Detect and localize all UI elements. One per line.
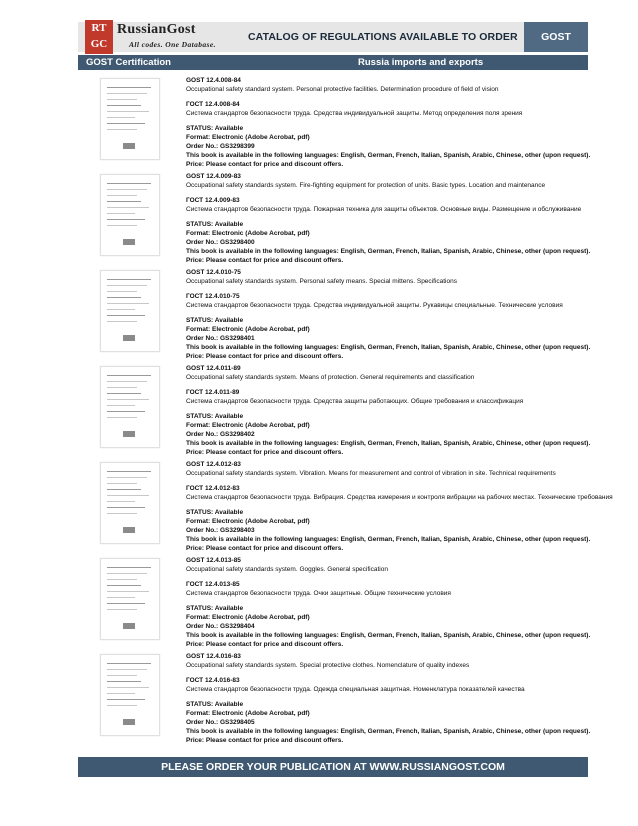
thumbnail-line: [107, 597, 135, 598]
entry-code: GOST 12.4.012-83: [186, 461, 241, 468]
thumbnail-line: [107, 501, 135, 502]
thumbnail-line: [107, 309, 135, 310]
thumbnail-line: [107, 123, 145, 124]
thumbnail-line: [107, 399, 149, 400]
entry-price: Price: Please contact for price and discount offers.: [186, 161, 344, 168]
entry-title-ru: Система стандартов безопасности труда. Средства защиты работающих. Общие требования и классификация: [186, 398, 524, 405]
entry-code: GOST 12.4.009-83: [186, 173, 241, 180]
catalog-entry[interactable]: [90, 76, 600, 168]
entry-code: GOST 12.4.008-84: [186, 77, 241, 84]
entry-status: STATUS: Available: [186, 605, 244, 612]
thumbnail-stamp-icon: [123, 143, 135, 149]
thumbnail-line: [107, 105, 141, 106]
entry-title-en: Occupational safety standards system. Goggles. General specification: [186, 566, 388, 573]
thumbnail-line: [107, 609, 137, 610]
document-thumbnail[interactable]: [100, 558, 160, 640]
document-thumbnail[interactable]: [100, 654, 160, 736]
thumbnail-line: [107, 279, 151, 280]
logo-mark-icon: RT GC: [85, 20, 113, 54]
entry-price: Price: Please contact for price and discount offers.: [186, 641, 344, 648]
entry-price: Price: Please contact for price and discount offers.: [186, 257, 344, 264]
entry-order-number: Order No.: GS3298401: [186, 335, 255, 342]
entry-languages: This book is available in the following languages: English, German, French, Italian, Spanish, Arabic, Chinese, other (upon request).: [186, 248, 591, 255]
entry-text: [186, 76, 601, 169]
thumbnail-line: [107, 663, 151, 664]
thumbnail-line: [107, 201, 141, 202]
entry-format: Format: Electronic (Adobe Acrobat, pdf): [186, 230, 310, 237]
catalog-entry[interactable]: [90, 268, 600, 360]
thumbnail-line: [107, 495, 149, 496]
thumbnail-stamp-icon: [123, 431, 135, 437]
entry-title-ru: Система стандартов безопасности труда. Одежда специальная защитная. Номенклатура показателей качества: [186, 686, 525, 693]
thumbnail-line: [107, 285, 147, 286]
thumbnail-line: [107, 483, 137, 484]
thumbnail-line: [107, 507, 145, 508]
thumbnail-line: [107, 675, 137, 676]
entry-text: [186, 268, 601, 361]
thumbnail-line: [107, 207, 149, 208]
thumbnail-line: [107, 411, 145, 412]
catalog-entry[interactable]: [90, 652, 600, 744]
thumbnail-line: [107, 189, 147, 190]
entry-price: Price: Please contact for price and discount offers.: [186, 737, 344, 744]
document-thumbnail[interactable]: [100, 78, 160, 160]
entry-title-ru: Система стандартов безопасности труда. Очки защитные. Общие технические условия: [186, 590, 451, 597]
entry-text: [186, 364, 601, 457]
entry-status: STATUS: Available: [186, 413, 244, 420]
thumbnail-line: [107, 567, 151, 568]
entry-order-number: Order No.: GS3298399: [186, 143, 255, 150]
entry-title-en: Occupational safety standard system. Personal protective facilities. Determination procedure of field of vision: [186, 86, 499, 93]
thumbnail-line: [107, 573, 147, 574]
thumbnail-line: [107, 603, 145, 604]
entry-code-ru: ГОСТ 12.4.009-83: [186, 197, 240, 204]
thumbnail-line: [107, 195, 137, 196]
thumbnail-line: [107, 183, 151, 184]
entry-price: Price: Please contact for price and discount offers.: [186, 545, 344, 552]
thumbnail-line: [107, 705, 137, 706]
thumbnail-line: [107, 513, 137, 514]
entry-status: STATUS: Available: [186, 317, 244, 324]
thumbnail-line: [107, 321, 137, 322]
page-title: CATALOG OF REGULATIONS AVAILABLE TO ORDER: [248, 31, 518, 43]
document-thumbnail[interactable]: [100, 270, 160, 352]
entry-order-number: Order No.: GS3298404: [186, 623, 255, 630]
entry-status: STATUS: Available: [186, 701, 244, 708]
logo-tagline: All codes. One Database.: [129, 40, 216, 49]
thumbnail-stamp-icon: [123, 239, 135, 245]
thumbnail-line: [107, 477, 147, 478]
entry-title-en: Occupational safety standards system. Fire-fighting equipment for protection of units. Basic types. Location and maintenance: [186, 182, 546, 189]
thumbnail-line: [107, 117, 135, 118]
logo-name: RussianGost: [117, 22, 196, 37]
entry-title-ru: Система стандартов безопасности труда. Вибрация. Средства измерения и контроля вибрации на рабочих местах. Технические требования: [186, 494, 613, 501]
thumbnail-line: [107, 93, 147, 94]
thumbnail-line: [107, 87, 151, 88]
entry-code: GOST 12.4.011-89: [186, 365, 241, 372]
thumbnail-line: [107, 315, 145, 316]
thumbnail-line: [107, 225, 137, 226]
entry-code: GOST 12.4.010-75: [186, 269, 241, 276]
thumbnail-line: [107, 681, 141, 682]
section-left-label: GOST Certification: [86, 57, 171, 68]
entry-format: Format: Electronic (Adobe Acrobat, pdf): [186, 134, 310, 141]
thumbnail-line: [107, 375, 151, 376]
entry-price: Price: Please contact for price and discount offers.: [186, 353, 344, 360]
entry-title-ru: Система стандартов безопасности труда. Средства индивидуальной защиты. Рукавицы специальные. Технические условия: [186, 302, 563, 309]
entry-status: STATUS: Available: [186, 125, 244, 132]
thumbnail-stamp-icon: [123, 623, 135, 629]
thumbnail-line: [107, 591, 149, 592]
thumbnail-stamp-icon: [123, 719, 135, 725]
entry-format: Format: Electronic (Adobe Acrobat, pdf): [186, 518, 310, 525]
thumbnail-line: [107, 405, 135, 406]
entry-title-en: Occupational safety standards system. Means of protection. General requirements and classification: [186, 374, 475, 381]
entry-code-ru: ГОСТ 12.4.010-75: [186, 293, 240, 300]
entry-code-ru: ГОСТ 12.4.011-89: [186, 389, 240, 396]
gost-badge: GOST: [524, 22, 588, 52]
entry-languages: This book is available in the following languages: English, German, French, Italian, Spanish, Arabic, Chinese, other (upon request).: [186, 536, 591, 543]
entry-languages: This book is available in the following languages: English, German, French, Italian, Spanish, Arabic, Chinese, other (upon request).: [186, 728, 591, 735]
thumbnail-line: [107, 393, 141, 394]
entry-text: [186, 172, 601, 265]
entry-order-number: Order No.: GS3298403: [186, 527, 255, 534]
section-right-label: Russia imports and exports: [358, 57, 484, 68]
entry-text: [186, 652, 601, 745]
document-thumbnail[interactable]: [100, 174, 160, 256]
thumbnail-line: [107, 687, 149, 688]
entry-code-ru: ГОСТ 12.4.013-85: [186, 581, 240, 588]
thumbnail-line: [107, 417, 137, 418]
entry-format: Format: Electronic (Adobe Acrobat, pdf): [186, 422, 310, 429]
thumbnail-line: [107, 699, 145, 700]
thumbnail-line: [107, 303, 149, 304]
thumbnail-stamp-icon: [123, 527, 135, 533]
entry-languages: This book is available in the following languages: English, German, French, Italian, Spanish, Arabic, Chinese, other (upon request).: [186, 632, 591, 639]
thumbnail-line: [107, 129, 137, 130]
entry-code-ru: ГОСТ 12.4.008-84: [186, 101, 240, 108]
entry-text: [186, 460, 613, 553]
thumbnail-line: [107, 693, 135, 694]
entry-languages: This book is available in the following languages: English, German, French, Italian, Spanish, Arabic, Chinese, other (upon request).: [186, 440, 591, 447]
entry-order-number: Order No.: GS3298405: [186, 719, 255, 726]
thumbnail-stamp-icon: [123, 335, 135, 341]
thumbnail-line: [107, 669, 147, 670]
thumbnail-line: [107, 219, 145, 220]
catalog-entry[interactable]: [90, 364, 600, 456]
entry-languages: This book is available in the following languages: English, German, French, Italian, Spanish, Arabic, Chinese, other (upon request).: [186, 152, 591, 159]
document-thumbnail[interactable]: [100, 462, 160, 544]
entry-languages: This book is available in the following languages: English, German, French, Italian, Spanish, Arabic, Chinese, other (upon request).: [186, 344, 591, 351]
entry-order-number: Order No.: GS3298402: [186, 431, 255, 438]
entry-code-ru: ГОСТ 12.4.016-83: [186, 677, 240, 684]
thumbnail-line: [107, 579, 137, 580]
entry-title-ru: Система стандартов безопасности труда. Средства индивидуальной защиты. Метод определения поля зрения: [186, 110, 523, 117]
entry-price: Price: Please contact for price and discount offers.: [186, 449, 344, 456]
thumbnail-line: [107, 99, 137, 100]
entry-code: GOST 12.4.016-83: [186, 653, 241, 660]
entry-code: GOST 12.4.013-85: [186, 557, 241, 564]
entry-format: Format: Electronic (Adobe Acrobat, pdf): [186, 710, 310, 717]
document-thumbnail[interactable]: [100, 366, 160, 448]
catalog-entry[interactable]: [90, 556, 600, 648]
entry-status: STATUS: Available: [186, 509, 244, 516]
thumbnail-line: [107, 585, 141, 586]
thumbnail-line: [107, 111, 149, 112]
entry-title-ru: Система стандартов безопасности труда. Пожарная техника для защиты объектов. Основные виды. Размещение и обслуживание: [186, 206, 582, 213]
entry-format: Format: Electronic (Adobe Acrobat, pdf): [186, 614, 310, 621]
thumbnail-line: [107, 213, 135, 214]
catalog-entry[interactable]: [90, 460, 613, 552]
thumbnail-line: [107, 381, 147, 382]
thumbnail-line: [107, 471, 151, 472]
entry-text: [186, 556, 601, 649]
entry-code-ru: ГОСТ 12.4.012-83: [186, 485, 240, 492]
order-footer[interactable]: PLEASE ORDER YOUR PUBLICATION AT WWW.RUSSIANGOST.COM: [78, 757, 588, 777]
entry-format: Format: Electronic (Adobe Acrobat, pdf): [186, 326, 310, 333]
thumbnail-line: [107, 387, 137, 388]
russiangost-logo[interactable]: [85, 20, 245, 54]
entry-title-en: Occupational safety standards system. Special protective clothes. Nomenclature of quality indexes: [186, 662, 470, 669]
entry-title-en: Occupational safety standards system. Vibration. Means for measurement and control of vibration in site. Technical requirements: [186, 470, 556, 477]
section-bar: [78, 55, 588, 70]
entry-status: STATUS: Available: [186, 221, 244, 228]
thumbnail-line: [107, 291, 137, 292]
thumbnail-line: [107, 297, 141, 298]
entry-title-en: Occupational safety standards system. Personal safety means. Special mittens. Specifications: [186, 278, 457, 285]
catalog-entry[interactable]: [90, 172, 600, 264]
entry-order-number: Order No.: GS3298400: [186, 239, 255, 246]
thumbnail-line: [107, 489, 141, 490]
